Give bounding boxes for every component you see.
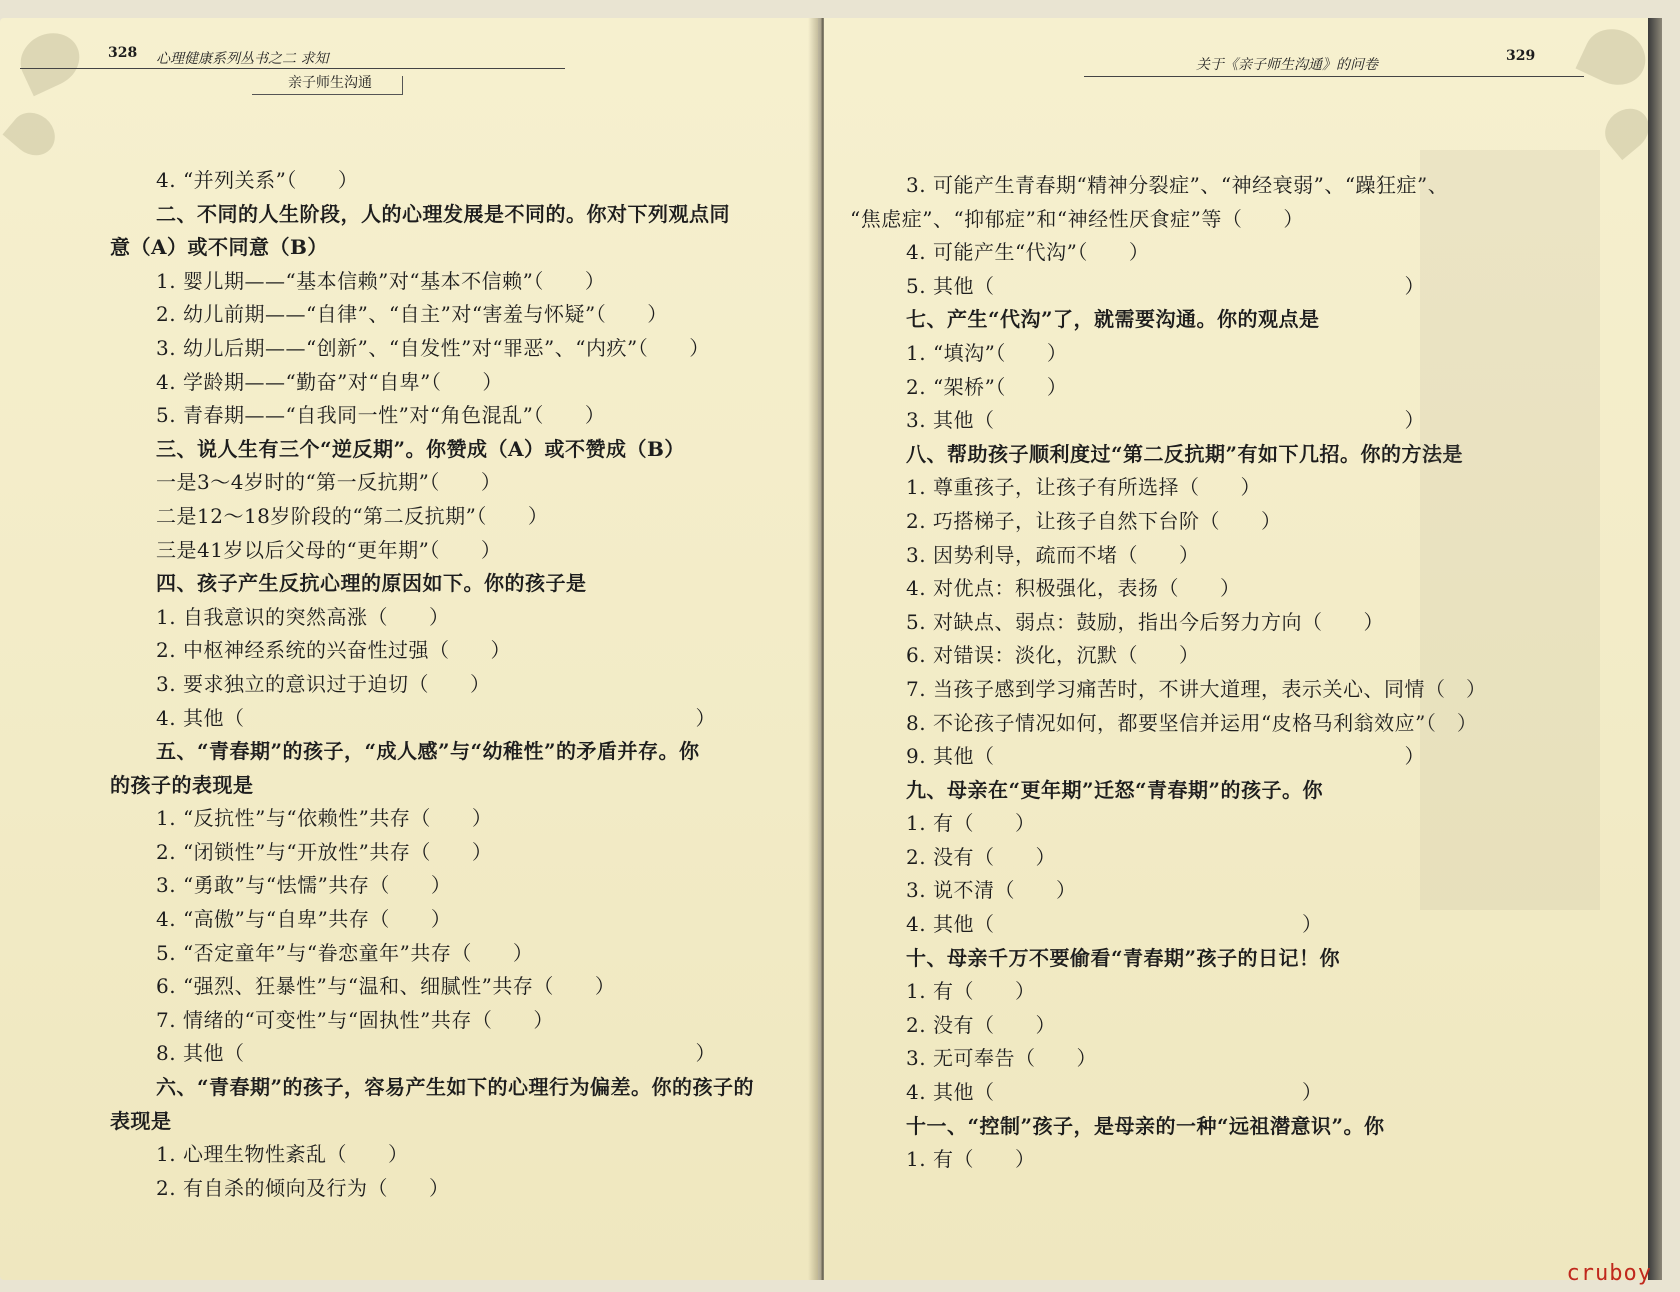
question-line: 2. 没有（ ） xyxy=(906,844,1056,869)
question-line: 8. 其他（ ） xyxy=(156,1041,716,1066)
question-line: 1. 有（ ） xyxy=(906,1147,1036,1172)
question-line: 3. 无可奉告（ ） xyxy=(906,1046,1097,1071)
question-heading: 六、“青春期”的孩子，容易产生如下的心理行为偏差。你的孩子的 xyxy=(156,1075,755,1100)
question-line: 6. “强烈、狂暴性”与“温和、细腻性”共存（ ） xyxy=(156,974,616,999)
left-page-body xyxy=(110,164,754,1205)
question-line: 6. 对错误：淡化，沉默（ ） xyxy=(906,643,1200,668)
question-heading: 十、母亲千万不要偷看“青春期”孩子的日记！你 xyxy=(906,945,1341,970)
question-heading: 四、孩子产生反抗心理的原因如下。你的孩子是 xyxy=(156,571,587,596)
page-number: 328 xyxy=(108,45,138,61)
question-line: 3. 幼儿后期——“创新”、“自发性”对“罪恶”、“内疚”（ ） xyxy=(156,335,710,360)
question-line: 5. 对缺点、弱点：鼓励，指出今后努力方向（ ） xyxy=(906,609,1384,634)
page-edge xyxy=(1648,18,1662,1280)
question-line: 1. 婴儿期——“基本信赖”对“基本不信赖”（ ） xyxy=(156,268,606,293)
question-heading: 十一、“控制”孩子，是母亲的一种“远祖潜意识”。你 xyxy=(906,1113,1385,1138)
leaf-decoration xyxy=(3,104,64,164)
question-line: 5. “否定童年”与“眷恋童年”共存（ ） xyxy=(156,940,534,965)
question-line: 3. 其他（ ） xyxy=(906,408,1425,433)
question-line: 4. 对优点：积极强化，表扬（ ） xyxy=(906,576,1241,601)
question-heading: 九、母亲在“更年期”迁怒“青春期”的孩子。你 xyxy=(906,777,1324,802)
question-line: 4. “高傲”与“自卑”共存（ ） xyxy=(156,907,452,932)
question-line: 4. 其他（ ） xyxy=(906,912,1323,937)
question-line: 一是3～4岁时的“第一反抗期”（ ） xyxy=(156,470,502,495)
question-line: 3. 因势利导，疏而不堵（ ） xyxy=(906,542,1200,567)
question-heading: 五、“青春期”的孩子，“成人感”与“幼稚性”的矛盾并存。你 xyxy=(156,739,700,764)
question-line: 1. 尊重孩子，让孩子有所选择（ ） xyxy=(906,475,1261,500)
left-page xyxy=(0,18,818,1280)
question-line: 4. 学龄期——“勤奋”对“自卑”（ ） xyxy=(156,369,503,394)
question-heading: 二、不同的人生阶段，人的心理发展是不同的。你对下列观点同 xyxy=(156,201,730,226)
question-line: 3. 说不清（ ） xyxy=(906,878,1077,903)
question-line: 5. 青春期——“自我同一性”对“角色混乱”（ ） xyxy=(156,403,606,428)
question-line: 7. 当孩子感到学习痛苦时，不讲大道理，表示关心、同情（ ） xyxy=(906,676,1487,701)
question-heading: 表现是 xyxy=(110,1108,172,1133)
question-line: 4. “并列关系”（ ） xyxy=(156,168,359,192)
right-page-body xyxy=(850,169,1486,1177)
header-rule xyxy=(20,68,565,69)
series-title: 心理健康系列丛书之二 求知 xyxy=(156,51,329,67)
question-line: 2. “架桥”（ ） xyxy=(906,374,1068,399)
question-line: 7. 情绪的“可变性”与“固执性”共存（ ） xyxy=(156,1007,554,1032)
question-line: 1. “填沟”（ ） xyxy=(906,340,1068,365)
leaf-decoration xyxy=(1575,19,1654,94)
question-line: 2. 没有（ ） xyxy=(906,1012,1056,1037)
question-line: 1. 有（ ） xyxy=(906,811,1036,836)
question-line: 2. 中枢神经系统的兴奋性过强（ ） xyxy=(156,638,511,663)
question-line: 4. 可能产生“代沟”（ ） xyxy=(906,240,1150,265)
question-heading: 三、说人生有三个“逆反期”。你赞成（A）或不赞成（B） xyxy=(156,436,685,461)
page-number: 329 xyxy=(1506,48,1536,64)
question-line: 2. 巧搭梯子，让孩子自然下台阶（ ） xyxy=(906,508,1282,533)
question-line: 1. 有（ ） xyxy=(906,979,1036,1004)
running-title: 关于《亲子师生沟通》的问卷 xyxy=(1196,57,1378,73)
question-line: 1. 自我意识的突然高涨（ ） xyxy=(156,604,450,629)
question-heading: 八、帮助孩子顺利度过“第二反抗期”有如下几招。你的方法是 xyxy=(906,441,1464,466)
question-line: 3. 要求独立的意识过于迫切（ ） xyxy=(156,671,491,696)
scan-shadow xyxy=(1420,150,1600,910)
question-line: 2. “闭锁性”与“开放性”共存（ ） xyxy=(156,839,493,864)
watermark-text: cruboy xyxy=(1566,1261,1652,1286)
question-line: “焦虑症”、“抑郁症”和“神经性厌食症”等（ ） xyxy=(850,206,1304,231)
question-line: 3. “勇敢”与“怯懦”共存（ ） xyxy=(156,873,452,898)
question-line: 3. 可能产生青春期“精神分裂症”、“神经衰弱”、“躁狂症”、 xyxy=(906,173,1449,197)
question-line: 5. 其他（ ） xyxy=(906,273,1425,298)
question-line: 1. 心理生物性紊乱（ ） xyxy=(156,1142,409,1167)
question-line: 9. 其他（ ） xyxy=(906,744,1425,769)
question-line: 1. “反抗性”与“依赖性”共存（ ） xyxy=(156,806,493,831)
question-line: 三是41岁以后父母的“更年期”（ ） xyxy=(156,537,502,562)
question-line: 2. 有自杀的倾向及行为（ ） xyxy=(156,1175,450,1200)
question-line: 2. 幼儿前期——“自律”、“自主”对“害羞与怀疑”（ ） xyxy=(156,302,668,327)
question-line: 8. 不论孩子情况如何，都要坚信并运用“皮格马利翁效应”（ ） xyxy=(906,710,1478,735)
question-heading: 意（A）或不同意（B） xyxy=(110,235,328,260)
question-line: 4. 其他（ ） xyxy=(156,705,716,730)
book-title-logo: 亲子师生沟通 xyxy=(288,75,372,91)
question-heading: 七、产生“代沟”了，就需要沟通。你的观点是 xyxy=(906,307,1320,332)
question-heading: 的孩子的表现是 xyxy=(110,772,254,797)
header-rule xyxy=(1084,76,1584,77)
question-line: 4. 其他（ ） xyxy=(906,1080,1323,1105)
question-line: 二是12～18岁阶段的“第二反抗期”（ ） xyxy=(156,503,549,528)
leaf-decoration xyxy=(12,24,88,96)
